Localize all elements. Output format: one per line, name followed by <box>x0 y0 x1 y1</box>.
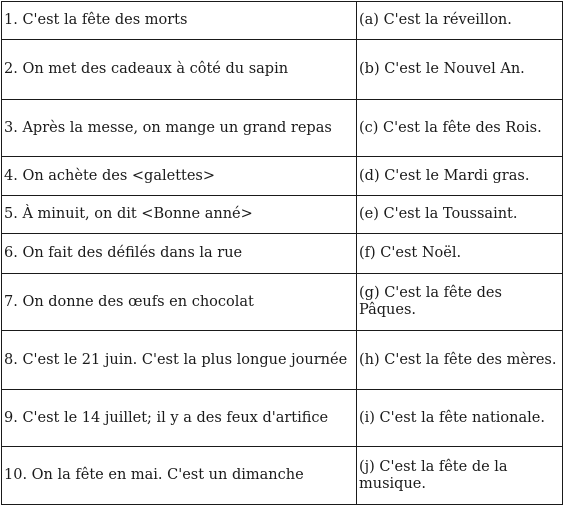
answer-cell: (f) C'est Noël. <box>357 234 563 274</box>
answer-cell: (h) C'est la fête des mères. <box>357 331 563 390</box>
table-row <box>2 2 563 40</box>
answer-cell: (j) C'est la fête de la musique. <box>357 447 563 505</box>
answer-cell: (c) C'est la fête des Rois. <box>357 100 563 157</box>
table-row <box>2 331 563 390</box>
statement-cell: 7. On donne des œufs en chocolat <box>2 274 357 331</box>
answer-cell: (b) C'est le Nouvel An. <box>357 40 563 100</box>
statement-cell: 1. C'est la fête des morts <box>2 2 357 40</box>
statement-cell: 6. On fait des défilés dans la rue <box>2 234 357 274</box>
table-row <box>2 234 563 274</box>
statement-cell: 2. On met des cadeaux à côté du sapin <box>2 40 357 100</box>
statement-cell: 5. À minuit, on dit <Bonne anné> <box>2 196 357 234</box>
table-row <box>2 40 563 100</box>
answer-cell: (d) C'est le Mardi gras. <box>357 157 563 196</box>
statement-cell: 10. On la fête en mai. C'est un dimanche <box>2 447 357 505</box>
answer-cell: (a) C'est la réveillon. <box>357 2 563 40</box>
answer-cell: (e) C'est la Toussaint. <box>357 196 563 234</box>
table-row <box>2 390 563 447</box>
statement-cell: 8. C'est le 21 juin. C'est la plus longue journée <box>2 331 357 390</box>
statement-cell: 4. On achète des <galettes> <box>2 157 357 196</box>
statement-cell: 3. Après la messe, on mange un grand repas <box>2 100 357 157</box>
table-row <box>2 100 563 157</box>
statement-cell: 9. C'est le 14 juillet; il y a des feux d'artifice <box>2 390 357 447</box>
table-row <box>2 274 563 331</box>
table-row <box>2 196 563 234</box>
table-row <box>2 157 563 196</box>
table-row <box>2 447 563 505</box>
answer-cell: (g) C'est la fête des Pâques. <box>357 274 563 331</box>
matching-table <box>1 1 563 505</box>
answer-cell: (i) C'est la fête nationale. <box>357 390 563 447</box>
